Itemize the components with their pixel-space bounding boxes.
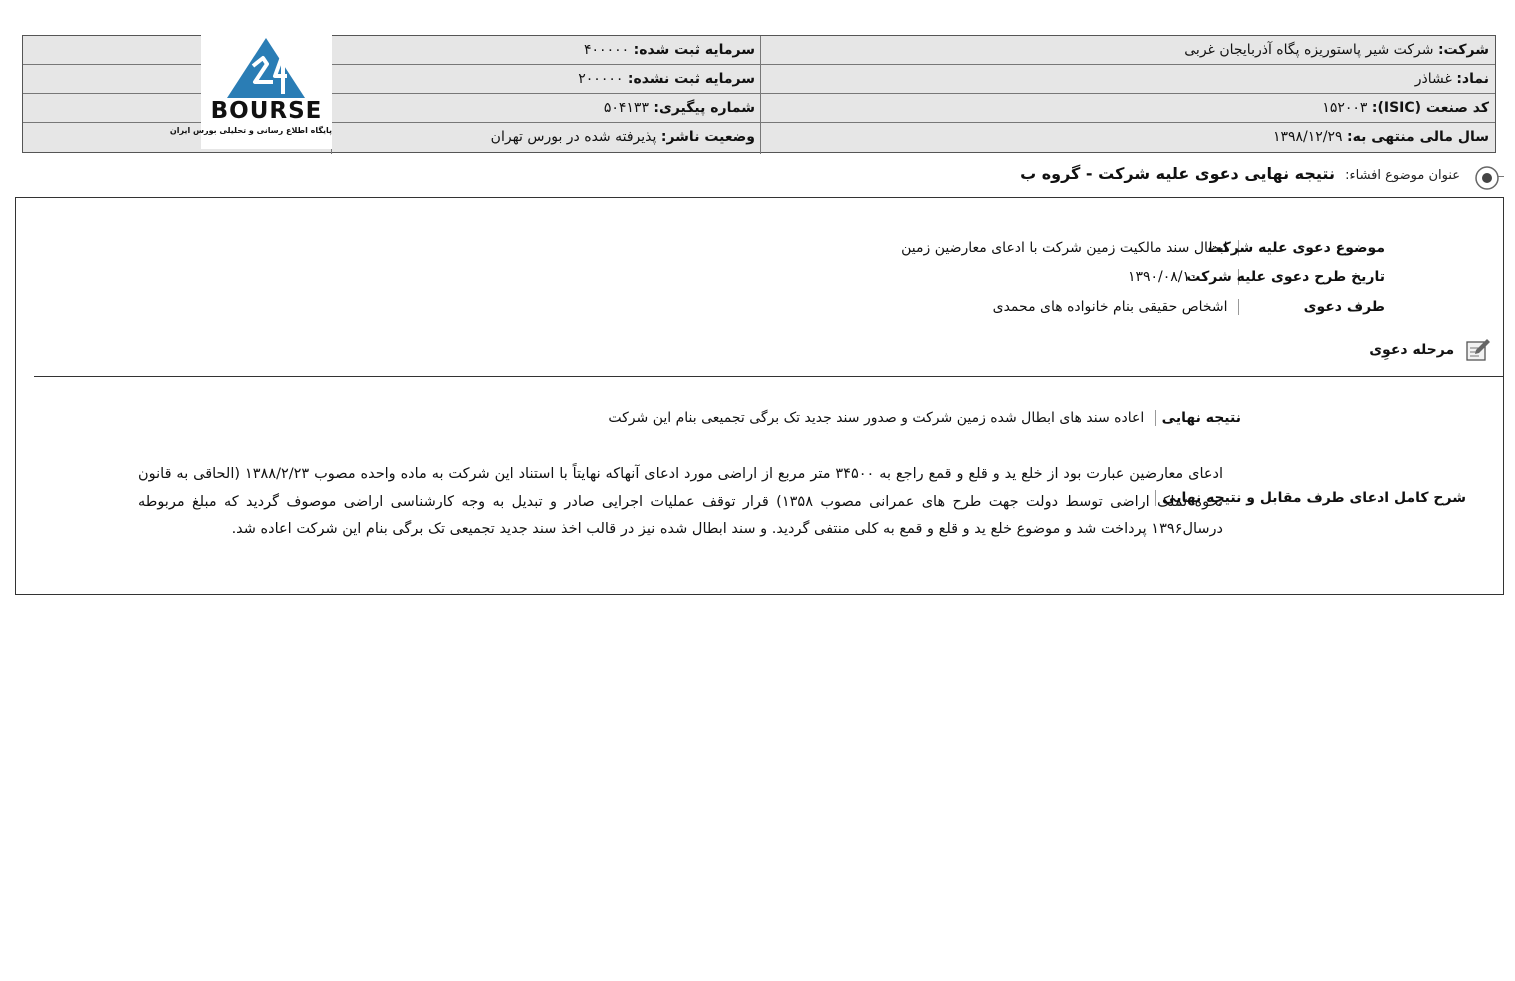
disclosure-title-value: نتیجه نهایی دعوی علیه شرکت - گروه ب [1020,164,1335,183]
publisher-status-value: پذیرفته شده در بورس تهران [490,129,657,145]
symbol-label: نماد: [1456,71,1489,87]
bourse-logo [169,18,332,149]
symbol-cell [769,65,1489,94]
lawsuit-date-row [1128,269,1385,285]
lawsuit-stage-title: مرحله دعوِی [1369,342,1455,358]
target-icon [1474,165,1500,191]
publisher-status-label: وضعیت ناشر: [660,129,755,145]
lawsuit-party-value: اشخاص حقیقی بنام خانواده های محمدی [992,299,1228,315]
full-description-label: شرح کامل ادعای طرف مقابل و نتیجه نهایی [1155,490,1466,506]
lawsuit-party-label: طرف دعوی [1238,299,1385,315]
unregistered-capital-value: ۲۰۰۰۰۰ [578,71,624,87]
logo-subtitle: پایگاه اطلاع رسانی و تحلیلی بورس ایران [169,126,332,135]
disclosure-title [1020,164,1460,183]
lawsuit-stage-heading [1369,338,1491,362]
isic-cell [769,94,1489,123]
fiscal-year-cell [769,123,1489,152]
unregistered-capital-label: سرمایه ثبت نشده: [627,71,755,87]
company-name: شرکت شیر پاستوریزه پگاه آذربایجان غربی [1184,42,1434,58]
isic-value: ۱۵۲۰۰۳ [1322,100,1368,116]
edit-document-icon [1465,338,1491,362]
registered-capital-cell [335,36,755,65]
disclosure-title-label: عنوان موضوع افشاء: [1345,168,1460,183]
tracking-number-cell [335,94,755,123]
final-result-value: اعاده سند های ابطال شده زمین شرکت و صدور سند جدید تک برگی تجمیعی بنام این شرکت [608,410,1145,426]
publisher-status-cell [335,123,755,152]
lawsuit-date-label: تاریخ طرح دعوی علیه شرکت [1186,269,1385,285]
lawsuit-date-value: ۱۳۹۰/۰۸/۱۰ [1127,269,1198,285]
tracking-number-value: ۵۰۴۱۳۳ [603,100,649,116]
lawsuit-topic-row [901,240,1385,256]
company-label: شرکت: [1437,42,1489,58]
final-result-label: نتیجه نهایی [1155,410,1241,426]
fiscal-year-value: ۱۳۹۸/۱۲/۲۹ [1272,129,1343,145]
final-result-row [608,410,1241,426]
symbol-value: غشاذر [1414,71,1452,87]
fiscal-year-label: سال مالی منتهی به: [1347,129,1489,145]
full-description-text: ادعای معارضین عبارت بود از خلع ید و قلع و قمع راجع به ۳۴۵۰۰ متر مربع از اراضی مورد ادعای آنهاکه نهایتاً با استناد این شرکت به ماده واحده مصوب ۱۳۸۸/۲/۲۳ (الحاقی به قانون نحوه تملک اراضی توسط دولت جهت طرح های عمرانی مصوب ۱۳۵۸) قرار توقف عملیات اجرایی صادر و تبدیل به وجه کارشناسی اراضی موصوف گردید که مبلغ مربوطه درسال۱۳۹۶ پرداخت شد و موضوع خلع ید و قلع و قمع به کلی منتفی گردید. و سند ابطال شده نیز در قالب اخذ سند جدید تجمیعی تک برگی بنام این شرکت اعاده شد. [138,466,1223,537]
lawsuit-topic-value: ابطال سند مالکیت زمین شرکت با ادعای معارضین زمین [901,240,1228,256]
registered-capital-label: سرمایه ثبت شده: [633,42,755,58]
company-cell [769,36,1489,65]
tracking-number-label: شماره پیگیری: [653,100,755,116]
logo-wordmark: BOURSE [210,98,323,124]
unregistered-capital-cell [335,65,755,94]
section-divider [34,376,1503,377]
isic-label: کد صنعت (ISIC): [1371,100,1489,116]
lawsuit-topic-label: موضوع دعوی علیه شرکت [1207,240,1385,256]
bourse-triangle-icon [201,18,332,100]
registered-capital-value: ۴۰۰۰۰۰ [584,42,630,58]
lawsuit-party-row [993,299,1385,315]
